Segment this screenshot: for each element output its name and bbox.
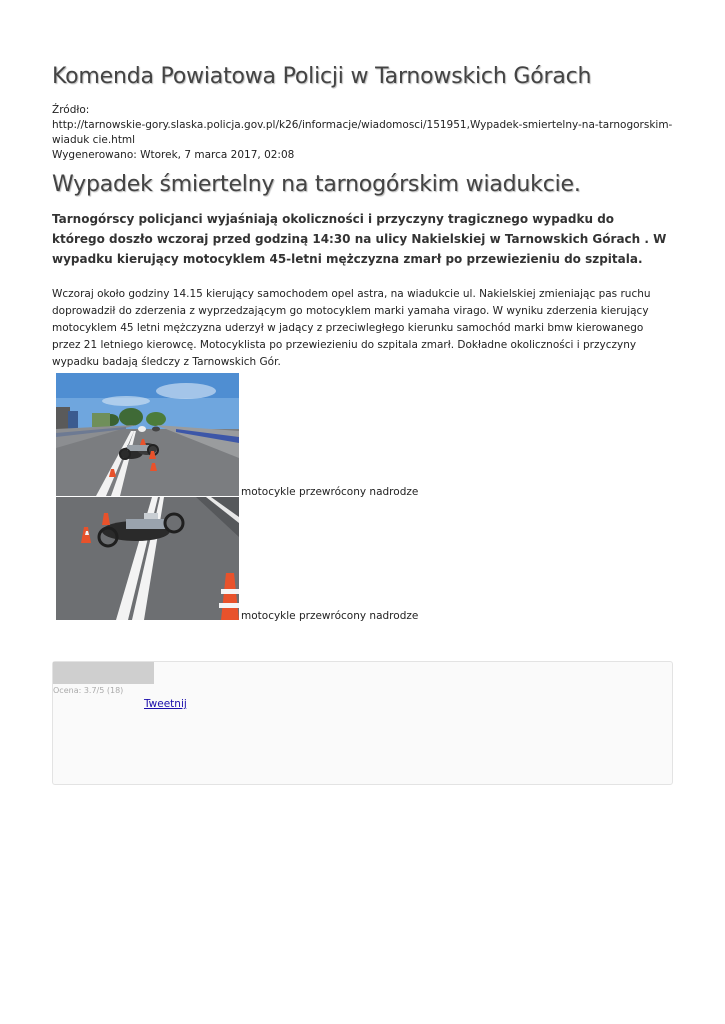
generated-date: Wygenerowano: Wtorek, 7 marca 2017, 02:08 (52, 149, 295, 161)
site-title: Komenda Powiatowa Policji w Tarnowskich Górach (52, 64, 592, 89)
photo-caption: motocykle przewrócony nadrodze (241, 610, 419, 622)
article-lead: Tarnogórscy policjanci wyjaśniają okoliczności i przyczyny tragicznego wypadku do którego doszło wczoraj przed godziną 14:30 na ulicy Nakielskiej w Tarnowskich Górach . W wypadku kierujący motocyklem 45-letni mężczyzna zmarł po przewiezieniu do szpitala. (52, 212, 667, 266)
tweet-link[interactable]: Tweetnij (144, 698, 187, 710)
source-url: http://tarnowskie-gory.slaska.policja.gov.pl/k26/informacje/wiadomosci/151951,Wypadek-smiertelny-na-tarnogorskim-wiaduk cie.html (52, 119, 673, 146)
photo-item (56, 497, 418, 620)
photo-item (56, 373, 418, 496)
photo-caption: motocykle przewrócony nadrodze (241, 486, 419, 498)
accident-photo-2[interactable] (56, 497, 239, 620)
rating-stars[interactable] (53, 662, 154, 684)
accident-photo-1[interactable] (56, 373, 239, 496)
source-meta (52, 103, 673, 163)
article-title: Wypadek śmiertelny na tarnogórskim wiadukcie. (52, 172, 581, 197)
source-label: Źródło: (52, 104, 90, 116)
rating-score: Ocena: 3.7/5 (18) (53, 686, 124, 695)
article-body: Wczoraj około godziny 14.15 kierujący samochodem opel astra, na wiadukcie ul. Nakielskiej zmieniając pas ruchu doprowadził do zderzenia z wyprzedzającym go motocyklem marki yamaha virago. W wyniku zderzenia kierujący motocyklem 45 letni mężczyzna uderzył w jadący z przeciwległego kierunku samochód marki bmw kierowanego przez 21 letniego kierowcę. Motocyklista po przewiezieniu do szpitala zmarł. Dokładne okoliczności i przyczyny wypadku badają śledczy z Tarnowskich Gór. (52, 288, 651, 368)
rating-widget (52, 661, 673, 785)
